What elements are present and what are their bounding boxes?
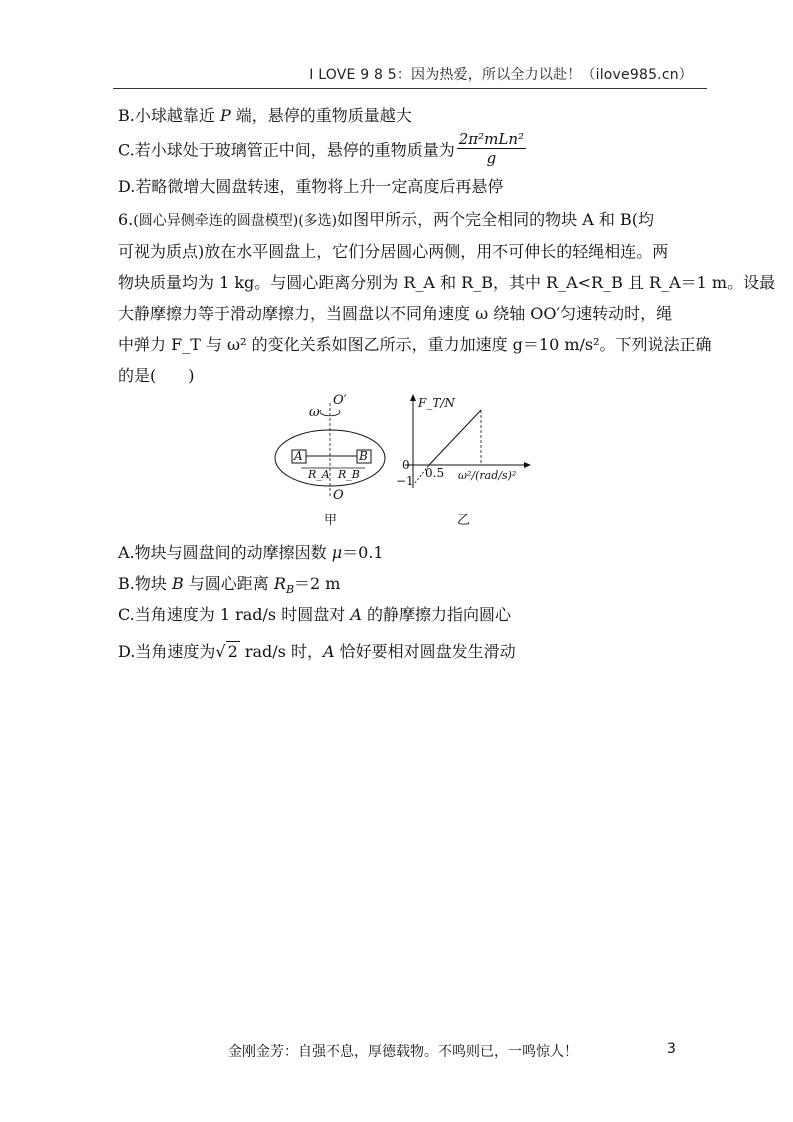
option-d: D.当角速度为√ 2 rad/s 时，A 恰好要相对圆盘发生滑动	[118, 642, 516, 661]
x-arrow-icon	[524, 462, 531, 468]
y-arrow-icon	[410, 394, 416, 401]
question-line-4: 大静摩擦力等于滑动摩擦力，当圆盘以不同角速度 ω 绕轴 OO′匀速转动时，绳	[118, 304, 673, 323]
graph-ylabel: F_T/N	[418, 396, 455, 410]
graph-tick: 0.5	[425, 466, 445, 480]
caption-right: 乙	[457, 513, 471, 528]
question-line-5: 中弹力 F_T 与 ω² 的变化关系如图乙所示，重力加速度 g＝10 m/s²。下列说法正确	[118, 335, 712, 354]
page-number: 3	[667, 1041, 676, 1057]
page-header	[113, 62, 707, 89]
option-d-prev: D.若略微增大圆盘转速，重物将上升一定高度后再悬停	[118, 177, 504, 196]
fraction: $\frac{\text{2π²mLn²}}{g}$	[458, 130, 525, 167]
graph-line	[429, 410, 481, 465]
label-omega: ω	[309, 405, 320, 420]
label-b: B	[359, 449, 368, 463]
question-line-3: 物块质量均为 1 kg。与圆心距离分别为 R_A 和 R_B，其中 R_A<R_B 且 R_A＝1 m。设最	[118, 273, 776, 292]
option-b-prev: B.小球越靠近 P 端，悬停的重物质量越大	[118, 106, 412, 125]
label-rb: R_B	[338, 468, 360, 481]
graph-zero: 0	[402, 458, 410, 472]
figure	[265, 388, 540, 528]
label-ra: R_A	[308, 468, 330, 481]
question-line-2: 可视为质点)放在水平圆盘上，它们分居圆心两侧，用不可伸长的轻绳相连。两	[118, 242, 669, 261]
label-a: A	[294, 449, 303, 463]
question-tag: (圆心异侧牵连的圆盘模型)(多选)	[133, 213, 338, 229]
graph-xlabel: ω²/(rad/s)²	[458, 469, 517, 482]
footer-motto: 金刚金芳：自强不息，厚德载物。不鸣则已，一鸣惊人！	[228, 1044, 578, 1060]
option-b: B.物块 B 与圆心距离 $R_B=2$ m	[118, 574, 341, 597]
option-a: A.物块与圆盘间的动摩擦因数 μ＝0.1	[118, 543, 384, 562]
label-axis-bottom: O	[333, 488, 344, 503]
question-line-1: 6.(圆心异侧牵连的圆盘模型)(多选)如图甲所示，两个完全相同的物块 A 和 B(均	[118, 210, 654, 229]
sqrt-symbol: √ 2	[215, 642, 238, 661]
question-line-6: 的是( )	[118, 366, 195, 385]
header-text: I LOVE 9 8 5：因为热爱，所以全力以赴！（ilove985.cn）	[309, 67, 693, 83]
graph-neg1: −1	[396, 474, 414, 488]
option-c: C.当角速度为 1 rad/s 时圆盘对 A 的静摩擦力指向圆心	[118, 605, 511, 624]
caption-left: 甲	[324, 513, 338, 528]
label-axis-top: O′	[333, 393, 347, 408]
option-c-prev: C.若小球处于玻璃管正中间，悬停的重物质量为 $\frac{\text{2π²mLn²}}{g}$	[118, 130, 525, 167]
